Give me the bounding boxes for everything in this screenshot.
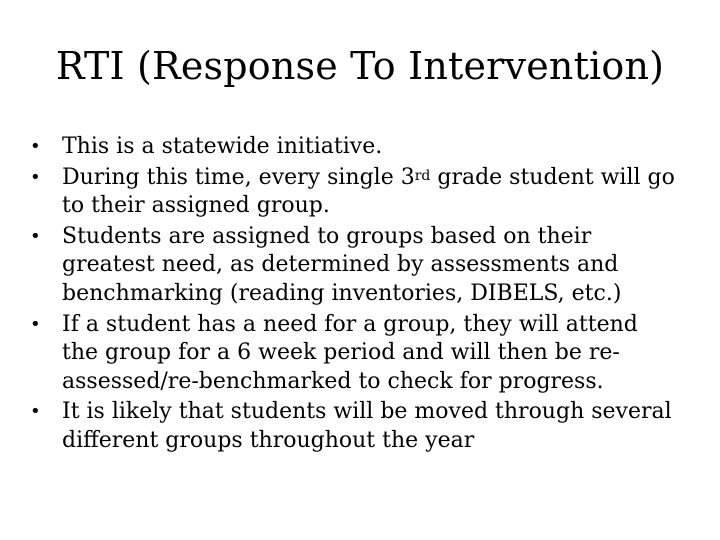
bullet-item-greatest-need	[30, 223, 680, 309]
bullet-text: If a student has a need for a group, they will attend the group for a 6 week period and will then be re-assessed/re-benchmarked to check for progress.	[62, 311, 638, 394]
slide-title: RTI (Response To Intervention)	[55, 44, 665, 88]
bullet-text-start: During this time, every single 3	[62, 164, 415, 190]
bullet-item-six-week-period	[30, 311, 680, 397]
bullet-list	[30, 133, 680, 458]
bullet-icon: •	[30, 225, 41, 247]
ordinal-superscript: rd	[414, 167, 431, 184]
bullet-text: This is a statewide initiative.	[62, 134, 383, 159]
bullet-icon: •	[30, 136, 41, 157]
bullet-text: It is likely that students will be moved through several different groups throughout the year	[62, 399, 672, 453]
bullet-icon: •	[30, 401, 41, 423]
bullet-icon: •	[30, 166, 41, 188]
bullet-text: Students are assigned to groups based on their greatest need, as determined by assessments and benchmarking (reading inventories, DIBELS, etc.)	[62, 223, 622, 306]
bullet-item-statewide	[30, 133, 680, 162]
bullet-item-third-grade	[30, 164, 680, 221]
bullet-text-end: grade student will go to their assigned group.	[62, 164, 675, 219]
bullet-icon: •	[30, 313, 41, 335]
bullet-item-moved-through-groups	[30, 398, 680, 455]
